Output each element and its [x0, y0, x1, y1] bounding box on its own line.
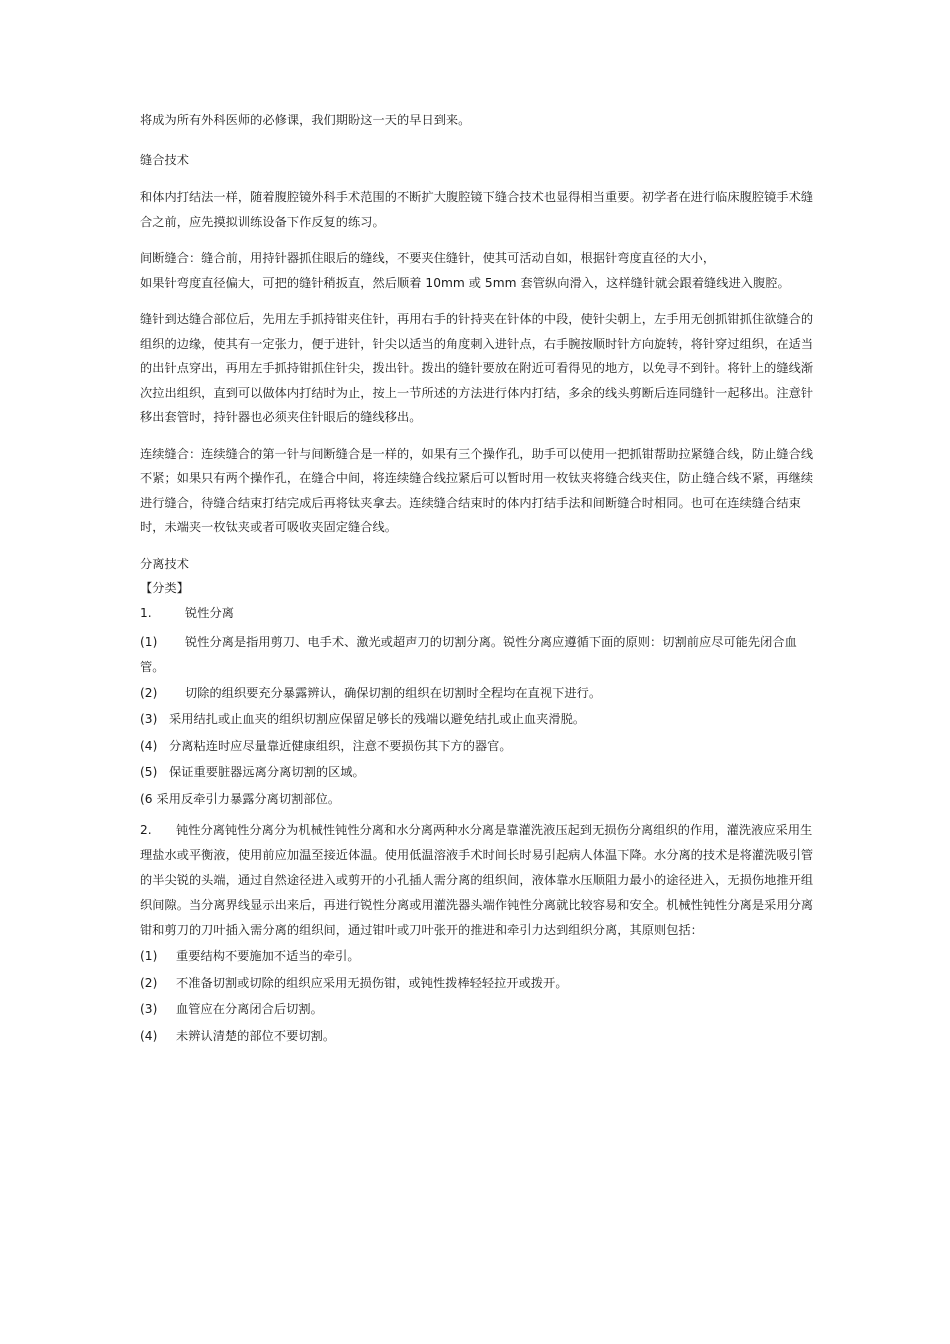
list-number: (4) — [140, 1028, 158, 1043]
list-number: (3) — [140, 1002, 158, 1016]
list-item — [140, 706, 816, 733]
suture-heading: 缝合技术 — [140, 152, 189, 167]
list-number: (1) — [140, 949, 158, 963]
list-item — [140, 680, 816, 707]
interrupted-suture-line-2: 如果针弯度直径偏大，可把的缝针稍扳直，然后顺着 10mm 或 5mm 套管纵向滑入，这样缝针就会跟着缝线进入腹腔。 — [140, 275, 790, 290]
list-text: 未辨认清楚的部位不要切割。 — [176, 1028, 336, 1043]
list-text: 重要结构不要施加不适当的牵引。 — [176, 949, 360, 963]
list-number: 1. — [140, 605, 152, 620]
list-text: 分离粘连时应尽量靠近健康组织，注意不要损伤其下方的器官。 — [169, 738, 512, 753]
list-item — [140, 733, 816, 760]
list-text: 锐性分离是指用剪刀、电手术、激光或超声刀的切割分离。锐性分离应遵循下面的原则：切割前应尽可能先闭合血管。 — [140, 634, 797, 674]
dissection-heading: 分离技术 — [140, 556, 189, 571]
list-item — [140, 786, 816, 813]
continuous-suture-paragraph: 连续缝合：连续缝合的第一针与间断缝合是一样的，如果有三个操作孔，助手可以使用一把抓钳帮助拉紧缝合线，防止缝合线不紧；如果只有两个操作孔，在缝合中间，将连续缝合线拉紧后可以暂时用一枚钛夹将缝合线夹住，防止缝合线不紧，再继续进行缝合，待缝合结束打结完成后再将钛夹拿去。连续缝合结束时的体内打结手法和间断缝合时相同。也可在连续缝合结束时，未端夹一枚钛夹或者可吸收夹固定缝合线。 — [140, 446, 814, 534]
list-text: 血管应在分离闭合后切割。 — [176, 1002, 323, 1016]
list-text: 不准备切割或切除的组织应采用无损伤钳，或钝性拨棒轻轻拉开或拨开。 — [176, 975, 568, 990]
list-number: (4) — [140, 738, 158, 753]
list-item — [140, 943, 816, 970]
needle-handling-paragraph: 缝针到达缝合部位后，先用左手抓持钳夹住针，再用右手的针持夹在针体的中段，使针尖朝上，左手用无创抓钳抓住欲缝合的组织的边缘，使其有一定张力，便于进针，针尖以适当的角度刺入进针点，右手腕按顺时针方向旋转，将针穿过组织，在适当的出针点穿出，再用左手抓持钳抓住针尖，拨出针。拨出的缝针要放在附近可看得见的地方，以免寻不到针。将针上的缝线渐次拉出组织，直到可以做体内打结时为止，按上一节所述的方法进行体内打结，多余的线头剪断后连同缝针一起移出。注意针移出套管时，持针器也必须夹住针眼后的缝线移出。 — [140, 312, 814, 424]
list-text: 钝性分离钝性分离分为机械性钝性分离和水分离两种水分离是靠灌洗液压起到无损伤分离组织的作用，灌洗液应采用生理盐水或平衡液，使用前应加温至接近体温。使用低温溶液手术时间长时易引起病人体温下降。水分离的技术是将灌洗吸引管的半尖锐的头端，通过自然途径进入或剪开的小孔插人需分离的组织间，液体靠水压顺阻力最小的途径进入，无损伤地推开组织间隙。当分离界线显示出来后，再进行锐性分离或用灌洗器头端作钝性分离就比较容易和安全。机械性钝性分离是采用分离钳和剪刀的刀叶插入需分离的组织间，通过钳叶或刀叶张开的推进和牵引力达到组织分离，其原则包括： — [140, 823, 814, 937]
list-item — [140, 759, 816, 786]
list-number: (5) — [140, 765, 158, 779]
list-text: 采用结扎或止血夹的组织切割应保留足够长的残端以避免结扎或止血夹滑脱。 — [169, 712, 586, 726]
sharp-dissection-title — [140, 601, 816, 626]
list-item — [140, 1023, 816, 1050]
list-text: 切除的组织要充分暴露辨认，确保切割的组织在切割时全程均在直视下进行。 — [185, 685, 602, 700]
list-item — [140, 630, 816, 680]
list-number: (2) — [140, 975, 158, 990]
category-heading: 【分类】 — [140, 581, 189, 595]
list-text: (6 采用反牵引力暴露分离切割部位。 — [140, 791, 341, 806]
interrupted-suture-line-1: 间断缝合：缝合前，用持针器抓住眼后的缝线，不要夹住缝针，使其可活动自如，根据针弯度直径的大小， — [140, 251, 716, 265]
list-number: (2) — [140, 685, 158, 700]
list-item — [140, 970, 816, 997]
list-text: 保证重要脏器远离分离切割的区域。 — [169, 765, 365, 779]
suture-intro-paragraph: 和体内打结法一样，随着腹腔镜外科手术范围的不断扩大腹腔镜下缝合技术也显得相当重要。初学者在进行临床腹腔镜手术缝合之前，应先摸拟训练设备下作反复的练习。 — [140, 190, 814, 229]
intro-closing-paragraph: 将成为所有外科医师的必修课，我们期盼这一天的早日到来。 — [140, 113, 471, 127]
list-text: 锐性分离 — [185, 605, 234, 620]
list-number: (1) — [140, 634, 158, 649]
blunt-dissection-paragraph — [140, 818, 816, 943]
list-number: (3) — [140, 712, 158, 726]
document-page — [140, 108, 816, 1049]
list-item — [140, 996, 816, 1023]
list-number: 2. — [140, 823, 152, 837]
